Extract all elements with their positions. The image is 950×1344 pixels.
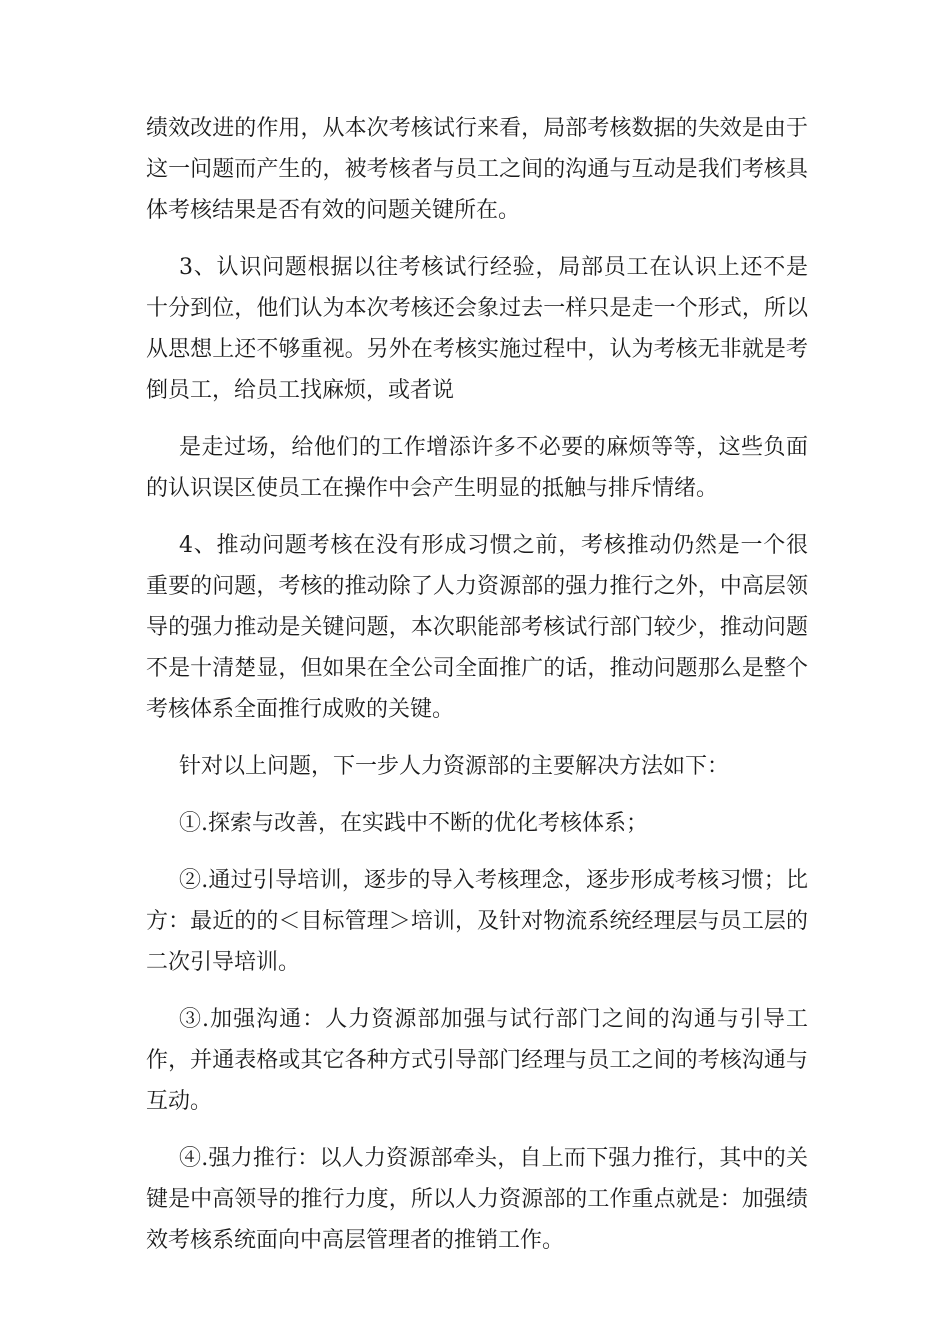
list-item-strong-implementation: ④.强力推行：以人力资源部牵头，自上而下强力推行，其中的关键是中高领导的推行力度，所以人力资源部的工作重点就是：加强绩效考核系统面向中高层管理者的推销工作。 [146,1146,808,1253]
list-item-strengthen-communication: ③.加强沟通：人力资源部加强与试行部门之间的沟通与引导工作，并通表格或其它各种方式引导部门经理与员工之间的考核沟通与互动。 [146,1007,808,1114]
paragraph-solutions-intro: 针对以上问题，下一步人力资源部的主要解决方法如下： [179,754,730,779]
document-body [146,108,808,1277]
paragraph-recognition-issue-cont: 是走过场，给他们的工作增添许多不必要的麻烦等等，这些负面的认识误区使员工在操作中会产生明显的抵触与排斥情绪。 [146,435,808,501]
paragraph-promotion-issue: 4、推动问题考核在没有形成习惯之前，考核推动仍然是一个很重要的问题，考核的推动除了人力资源部的强力推行之外，中高层领导的强力推动是关键问题，本次职能部考核试行部门较少，推动问题不是十清楚显，但如果在全公司全面推广的话，推动问题那么是整个考核体系全面推行成败的关键。 [146,533,808,722]
list-item-explore-improve: ①.探索与改善，在实践中不断的优化考核体系； [179,811,648,836]
paragraph-continuation: 绩效改进的作用，从本次考核试行来看，局部考核数据的失效是由于这一问题而产生的，被考核者与员工之间的沟通与互动是我们考核具体考核结果是否有效的问题关键所在。 [146,116,808,223]
list-item-guided-training: ②.通过引导培训，逐步的导入考核理念，逐步形成考核习惯；比方：最近的的＜目标管理＞培训，及针对物流系统经理层与员工层的二次引导培训。 [146,868,808,975]
paragraph-recognition-issue: 3、认识问题根据以往考核试行经验，局部员工在认识上还不是十分到位，他们认为本次考核还会象过去一样只是走一个形式，所以从思想上还不够重视。另外在考核实施过程中，认为考核无非就是考倒员工，给员工找麻烦，或者说 [146,255,808,403]
